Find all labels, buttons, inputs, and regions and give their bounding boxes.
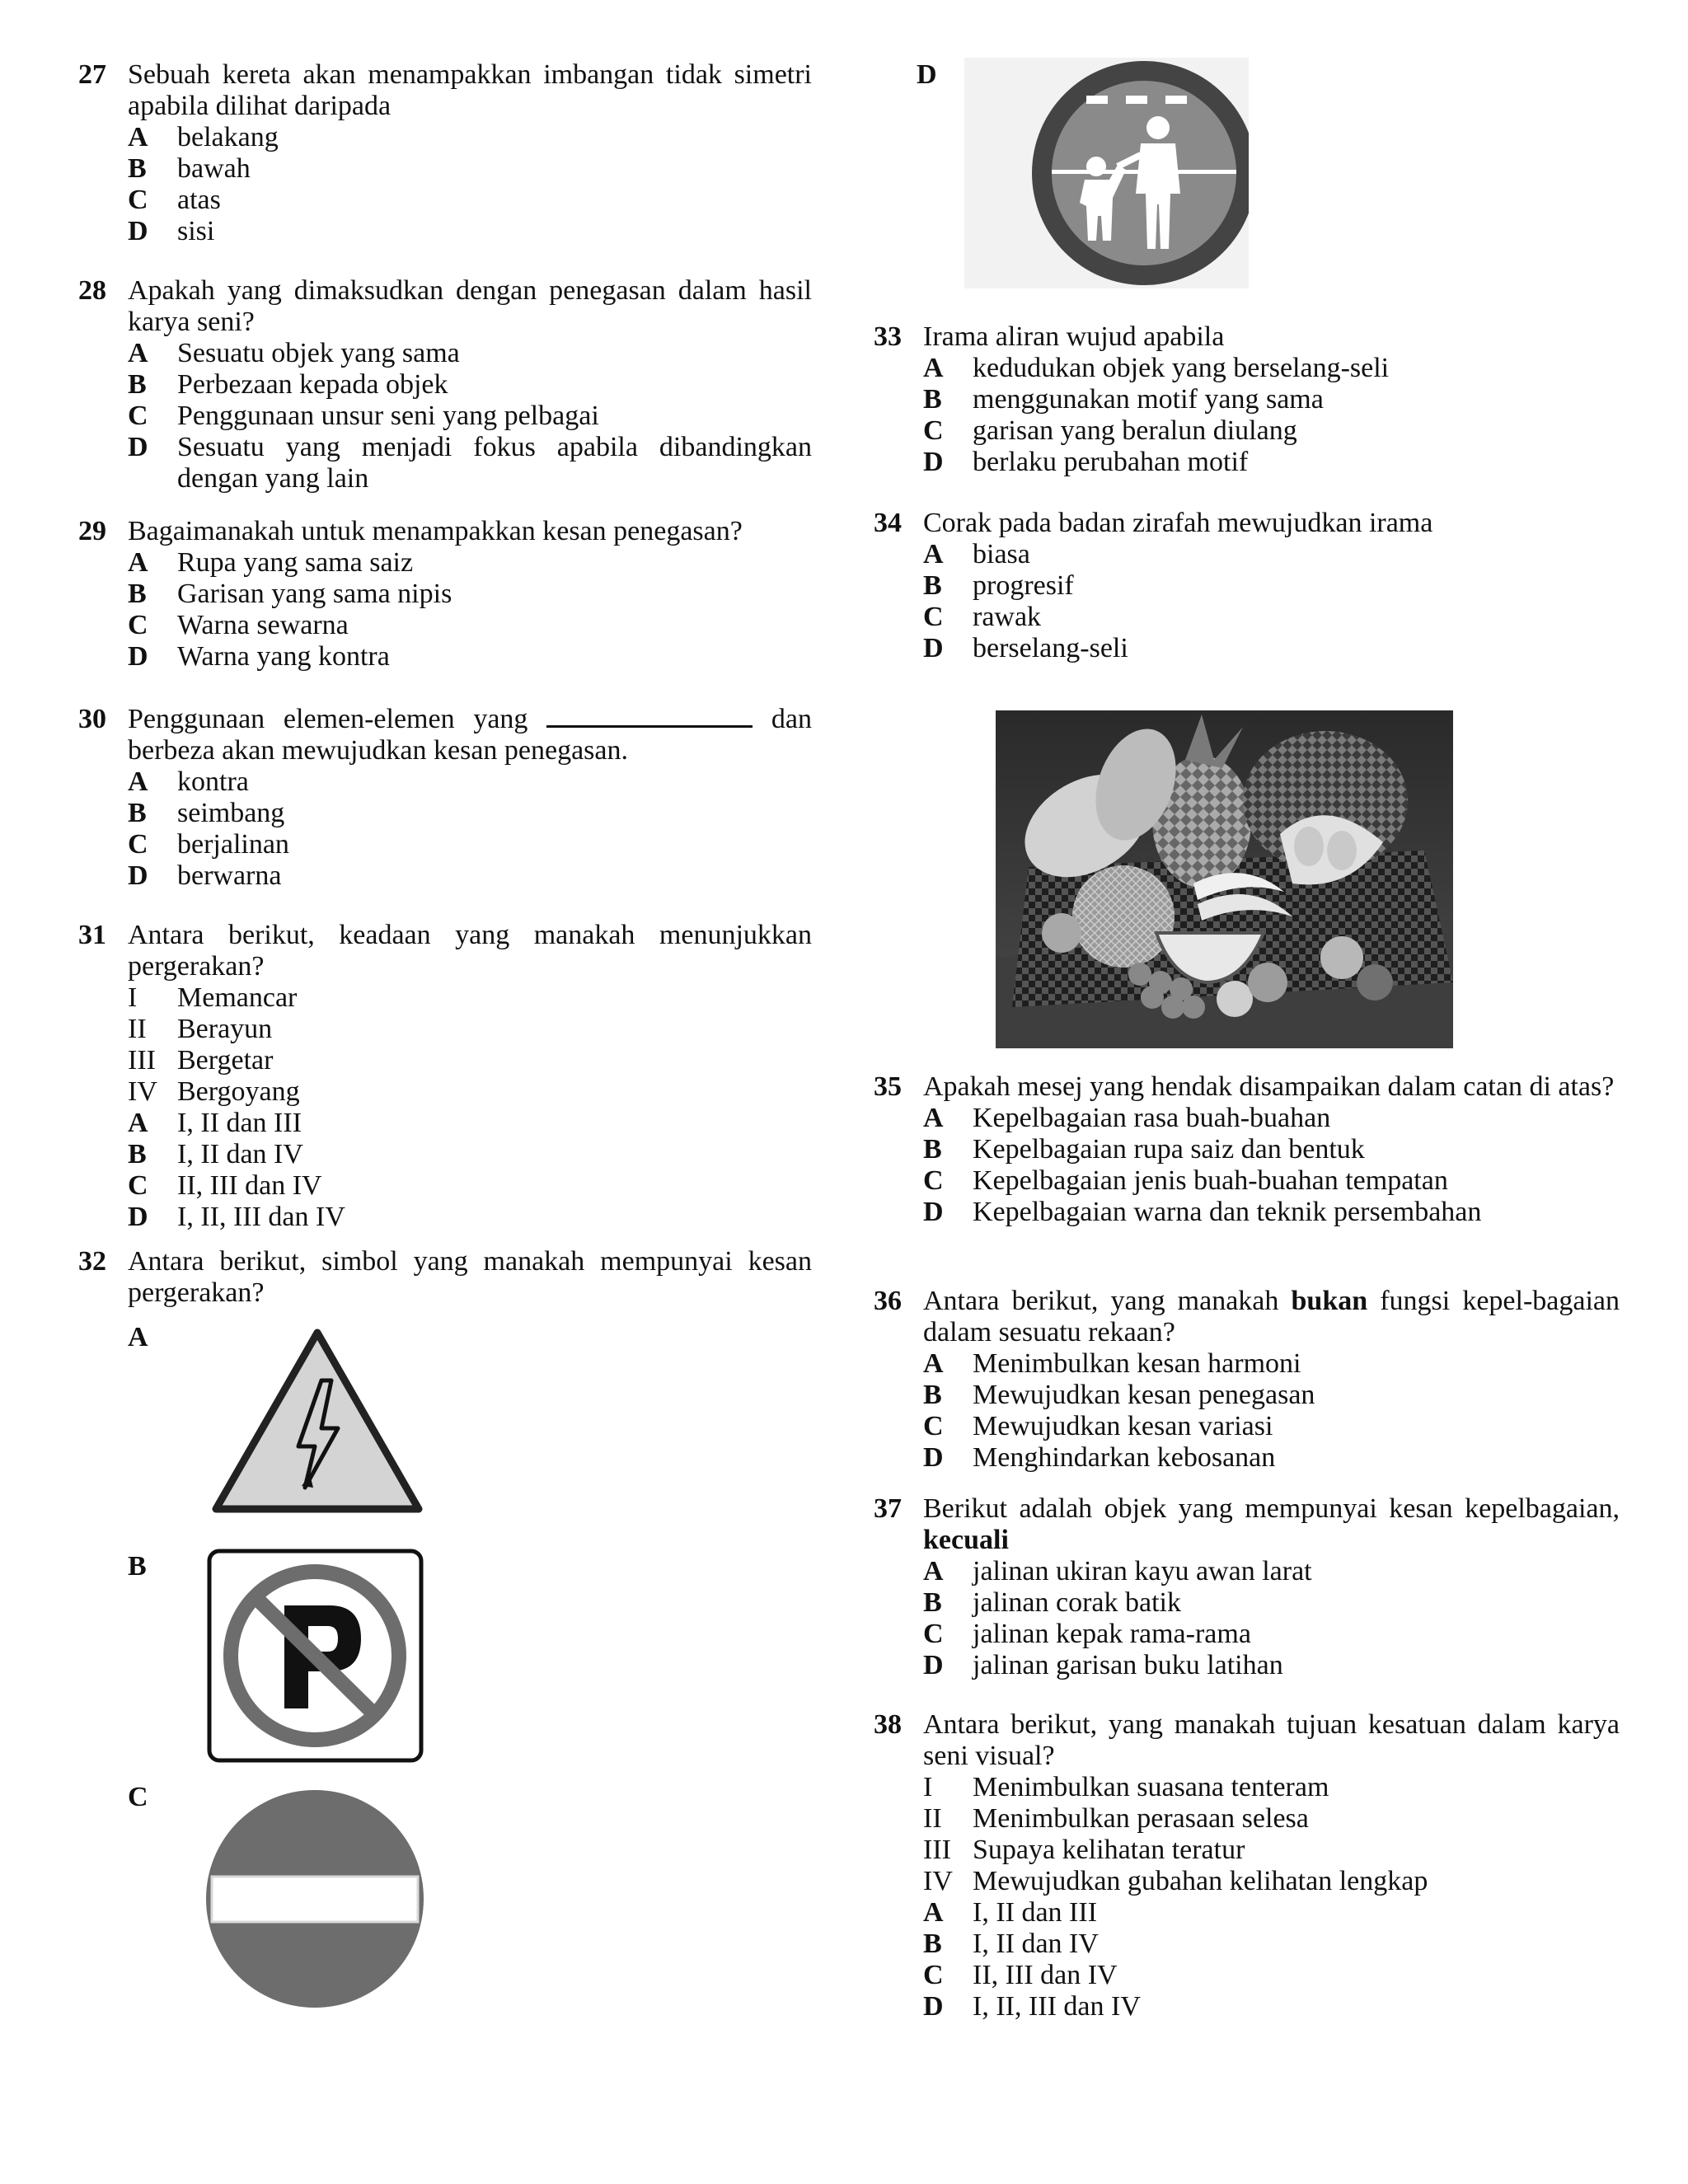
option-a[interactable] (128, 547, 812, 579)
options (923, 1348, 1620, 1474)
options (128, 338, 812, 494)
option-letter: A (128, 122, 148, 152)
roman-items (128, 982, 812, 1108)
option-a[interactable] (128, 766, 812, 798)
question-32 (78, 1246, 812, 1309)
item-numeral: II (128, 1014, 147, 1044)
option-text: jalinan kepak rama-rama (973, 1619, 1251, 1649)
option-text: berlaku perubahan motif (973, 447, 1249, 477)
option-letter: A (128, 766, 148, 797)
option-text: jalinan corak batik (973, 1587, 1182, 1618)
item-text: Berayun (177, 1014, 273, 1044)
question-37 (874, 1493, 1620, 1681)
option-text: Menghindarkan kebosanan (973, 1442, 1276, 1473)
options (923, 353, 1620, 478)
option-b[interactable] (923, 1587, 1620, 1619)
option-letter: C (923, 1165, 944, 1196)
option-c-label[interactable]: C (128, 1782, 148, 1812)
option-letter: C (923, 1411, 944, 1441)
option-a[interactable] (923, 1556, 1620, 1587)
option-b[interactable] (128, 1139, 812, 1170)
option-text: Warna yang kontra (177, 641, 390, 672)
item-numeral: II (923, 1803, 942, 1834)
item-text: Bergetar (177, 1045, 274, 1076)
option-letter: C (128, 401, 148, 431)
high-voltage-warning-sign-icon[interactable] (206, 1323, 429, 1521)
option-text: I, II dan III (177, 1108, 302, 1138)
option-b[interactable] (923, 384, 1620, 415)
option-d[interactable] (923, 633, 1620, 664)
option-letter: C (128, 185, 148, 215)
options (923, 1103, 1620, 1228)
option-letter: D (128, 1202, 148, 1232)
option-letter: A (128, 338, 148, 368)
option-letter: C (923, 1619, 944, 1649)
question-35 (874, 1071, 1620, 1228)
option-d[interactable] (923, 1442, 1620, 1474)
option-letter: C (923, 415, 944, 446)
option-letter: A (128, 1108, 148, 1138)
options (128, 766, 812, 892)
item-text: Bergoyang (177, 1076, 300, 1107)
option-a[interactable] (923, 1348, 1620, 1380)
stem-part: fungsi kepel-bagaian dalam sesuatu rekaan? (923, 1286, 1620, 1347)
option-a[interactable] (923, 353, 1620, 384)
option-b[interactable] (923, 1134, 1620, 1165)
option-letter: B (923, 570, 942, 601)
option-text: Kepelbagaian warna dan teknik persembahan (973, 1197, 1482, 1227)
option-b[interactable] (923, 570, 1620, 602)
question-number: 30 (78, 704, 106, 734)
question-stem: Antara berikut, yang manakah tujuan kesatuan dalam karya seni visual? (923, 1709, 1620, 1771)
item-numeral: I (128, 982, 138, 1013)
options (128, 547, 812, 673)
option-text: Garisan yang sama nipis (177, 579, 452, 609)
question-stem: Apakah mesej yang hendak disampaikan dalam catan di atas? (923, 1071, 1615, 1102)
option-letter: B (923, 384, 942, 415)
option-text: I, II, III dan IV (973, 1991, 1141, 2022)
option-c[interactable] (923, 1165, 1620, 1197)
option-letter: C (128, 1170, 148, 1201)
option-d[interactable] (128, 860, 812, 892)
item-text: Menimbulkan suasana tenteram (973, 1772, 1329, 1802)
option-text: kedudukan objek yang berselang-seli (973, 353, 1390, 383)
option-text: jalinan ukiran kayu awan larat (973, 1556, 1312, 1586)
item-numeral: III (923, 1835, 951, 1865)
question-33 (874, 321, 1620, 478)
question-30 (78, 704, 812, 892)
option-text: I, II, III dan IV (177, 1202, 345, 1232)
option-text: sisi (177, 216, 215, 246)
item-text: Supaya kelihatan teratur (973, 1835, 1245, 1865)
answer-blank (546, 704, 753, 728)
question-number: 37 (874, 1493, 902, 1524)
option-letter: D (128, 216, 148, 246)
option-c[interactable] (128, 1170, 812, 1202)
option-text: Sesuatu objek yang sama (177, 338, 460, 368)
question-number: 36 (874, 1286, 902, 1316)
question-stem (128, 704, 812, 766)
option-letter: B (128, 579, 147, 609)
option-text: Kepelbagaian rasa buah-buahan (973, 1103, 1331, 1133)
option-text: II, III dan IV (973, 1960, 1118, 1990)
option-letter: B (923, 1929, 942, 1959)
options (128, 122, 812, 247)
item-text: Mewujudkan gubahan kelihatan lengkap (973, 1866, 1428, 1896)
roman-item (128, 1045, 812, 1076)
question-38 (874, 1709, 1620, 2022)
option-letter: D (923, 1442, 944, 1473)
option-text: progresif (973, 570, 1074, 601)
roman-item (128, 1014, 812, 1045)
question-number: 32 (78, 1246, 106, 1277)
option-text: Mewujudkan kesan penegasan (973, 1380, 1315, 1410)
option-d-label[interactable]: D (917, 59, 937, 90)
fruit-still-life-painting (996, 710, 1453, 1048)
option-letter: D (923, 1650, 944, 1680)
option-text: Warna sewarna (177, 610, 349, 640)
option-letter: D (923, 633, 944, 663)
option-letter: C (923, 602, 944, 632)
option-letter: A (128, 547, 148, 578)
stem-part: Penggunaan elemen-elemen yang (128, 704, 528, 734)
option-c[interactable] (128, 610, 812, 641)
option-b[interactable] (128, 369, 812, 401)
options (923, 1897, 1620, 2022)
option-text: I, II dan III (973, 1897, 1098, 1928)
option-c[interactable] (923, 415, 1620, 447)
option-d[interactable] (923, 1650, 1620, 1681)
option-letter: B (923, 1380, 942, 1410)
option-b[interactable] (128, 579, 812, 610)
option-letter: C (923, 1960, 944, 1990)
option-letter: B (128, 1139, 147, 1169)
option-letter: D (128, 432, 148, 462)
item-numeral: IV (128, 1076, 157, 1107)
option-letter: A (923, 1348, 944, 1379)
question-stem: Bagaimanakah untuk menampakkan kesan penegasan? (128, 516, 743, 546)
options (128, 1108, 812, 1233)
question-number: 35 (874, 1071, 902, 1102)
option-text: belakang (177, 122, 279, 152)
question-number: 28 (78, 275, 106, 306)
option-text: berwarna (177, 860, 282, 891)
option-c[interactable] (128, 185, 812, 216)
option-text: rawak (973, 602, 1042, 632)
option-b-label[interactable]: B (128, 1551, 147, 1582)
option-a[interactable] (128, 1108, 812, 1139)
option-d[interactable] (128, 641, 812, 673)
question-29 (78, 516, 812, 673)
option-c[interactable] (923, 602, 1620, 633)
no-parking-sign-icon[interactable] (206, 1548, 424, 1764)
question-stem: Sebuah kereta akan menampakkan imbangan tidak simetri apabila dilihat daripada (128, 59, 812, 121)
option-c[interactable] (128, 829, 812, 860)
question-27 (78, 59, 812, 247)
question-28 (78, 275, 812, 494)
option-letter: A (923, 539, 944, 569)
option-text: Perbezaan kepada objek (177, 369, 448, 400)
option-text: Sesuatu yang menjadi fokus apabila dibandingkan dengan yang lain (177, 432, 812, 494)
option-c[interactable] (923, 1619, 1620, 1650)
stem-part: dan berbeza akan mewujudkan kesan penegasan. (128, 704, 813, 766)
option-letter: A (923, 1103, 944, 1133)
option-letter: B (128, 153, 147, 184)
option-text: seimbang (177, 798, 285, 828)
option-c[interactable] (923, 1960, 1620, 1991)
option-letter: B (923, 1587, 942, 1618)
option-letter: C (128, 610, 148, 640)
no-entry-sign-icon[interactable] (202, 1787, 429, 2011)
pedestrian-crossing-sign-icon[interactable] (964, 58, 1249, 288)
option-text: garisan yang beralun diulang (973, 415, 1297, 446)
option-letter: D (923, 1197, 944, 1227)
question-stem (923, 1493, 1620, 1556)
option-letter: B (923, 1134, 942, 1165)
option-a-label[interactable]: A (128, 1322, 148, 1352)
option-text: kontra (177, 766, 249, 797)
option-b[interactable] (128, 153, 812, 185)
roman-item (128, 1076, 812, 1108)
option-letter: D (128, 641, 148, 672)
stem-part: Antara berikut, yang manakah (923, 1286, 1279, 1316)
question-36 (874, 1286, 1620, 1474)
question-stem: Irama aliran wujud apabila (923, 321, 1225, 352)
stem-keyword: kecuali (923, 1525, 1009, 1555)
option-letter: A (923, 1556, 944, 1586)
option-a[interactable] (923, 539, 1620, 570)
option-letter: C (128, 829, 148, 860)
question-number: 27 (78, 59, 106, 90)
option-text: berjalinan (177, 829, 289, 860)
option-text: Kepelbagaian rupa saiz dan bentuk (973, 1134, 1365, 1165)
option-text: Kepelbagaian jenis buah-buahan tempatan (973, 1165, 1448, 1196)
options (923, 539, 1620, 664)
question-number: 31 (78, 920, 106, 950)
option-b[interactable] (923, 1929, 1620, 1960)
question-number: 38 (874, 1709, 902, 1740)
item-numeral: III (128, 1045, 156, 1076)
question-stem: Corak pada badan zirafah mewujudkan irama (923, 508, 1433, 538)
question-stem (923, 1286, 1620, 1348)
question-stem: Apakah yang dimaksudkan dengan penegasan dalam hasil karya seni? (128, 275, 812, 337)
option-text: I, II dan IV (177, 1139, 303, 1169)
question-number: 29 (78, 516, 106, 546)
option-text: bawah (177, 153, 251, 184)
option-a[interactable] (128, 122, 812, 153)
question-34 (874, 508, 1620, 664)
roman-item (923, 1835, 1620, 1866)
roman-item (923, 1803, 1620, 1835)
options (923, 1556, 1620, 1681)
option-letter: D (923, 447, 944, 477)
option-c[interactable] (923, 1411, 1620, 1442)
option-c[interactable] (128, 401, 812, 432)
option-d[interactable] (923, 1991, 1620, 2022)
option-text: biasa (973, 539, 1030, 569)
option-letter: B (128, 369, 147, 400)
option-b[interactable] (923, 1380, 1620, 1411)
item-text: Menimbulkan perasaan selesa (973, 1803, 1309, 1834)
roman-item (923, 1772, 1620, 1803)
option-a[interactable] (923, 1103, 1620, 1134)
option-letter: A (923, 353, 944, 383)
item-text: Memancar (177, 982, 298, 1013)
option-d[interactable] (128, 432, 812, 494)
roman-items (923, 1772, 1620, 1897)
roman-item (923, 1866, 1620, 1897)
option-d[interactable] (128, 1202, 812, 1233)
option-text: Rupa yang sama saiz (177, 547, 414, 578)
option-letter: D (923, 1991, 944, 2022)
option-d[interactable] (128, 216, 812, 247)
option-text: Menimbulkan kesan harmoni (973, 1348, 1301, 1379)
question-stem: Antara berikut, keadaan yang manakah menunjukkan pergerakan? (128, 920, 812, 982)
option-text: Penggunaan unsur seni yang pelbagai (177, 401, 599, 431)
option-text: berselang-seli (973, 633, 1128, 663)
option-text: Mewujudkan kesan variasi (973, 1411, 1273, 1441)
option-text: II, III dan IV (177, 1170, 322, 1201)
option-d[interactable] (923, 1197, 1620, 1228)
roman-item (128, 982, 812, 1014)
option-text: menggunakan motif yang sama (973, 384, 1324, 415)
option-letter: B (128, 798, 147, 828)
option-letter: A (923, 1897, 944, 1928)
option-text: atas (177, 185, 221, 215)
stem-part: Berikut adalah objek yang mempunyai kesan kepelbagaian, (923, 1493, 1620, 1524)
question-number: 34 (874, 508, 902, 538)
option-a[interactable] (128, 338, 812, 369)
option-text: jalinan garisan buku latihan (973, 1650, 1283, 1680)
stem-keyword: bukan (1291, 1286, 1368, 1316)
question-31 (78, 920, 812, 1233)
option-b[interactable] (128, 798, 812, 829)
option-d[interactable] (923, 447, 1620, 478)
item-numeral: I (923, 1772, 933, 1802)
option-a[interactable] (923, 1897, 1620, 1929)
option-letter: D (128, 860, 148, 891)
option-text: I, II dan IV (973, 1929, 1099, 1959)
item-numeral: IV (923, 1866, 953, 1896)
question-number: 33 (874, 321, 902, 352)
question-stem: Antara berikut, simbol yang manakah mempunyai kesan pergerakan? (128, 1246, 812, 1308)
